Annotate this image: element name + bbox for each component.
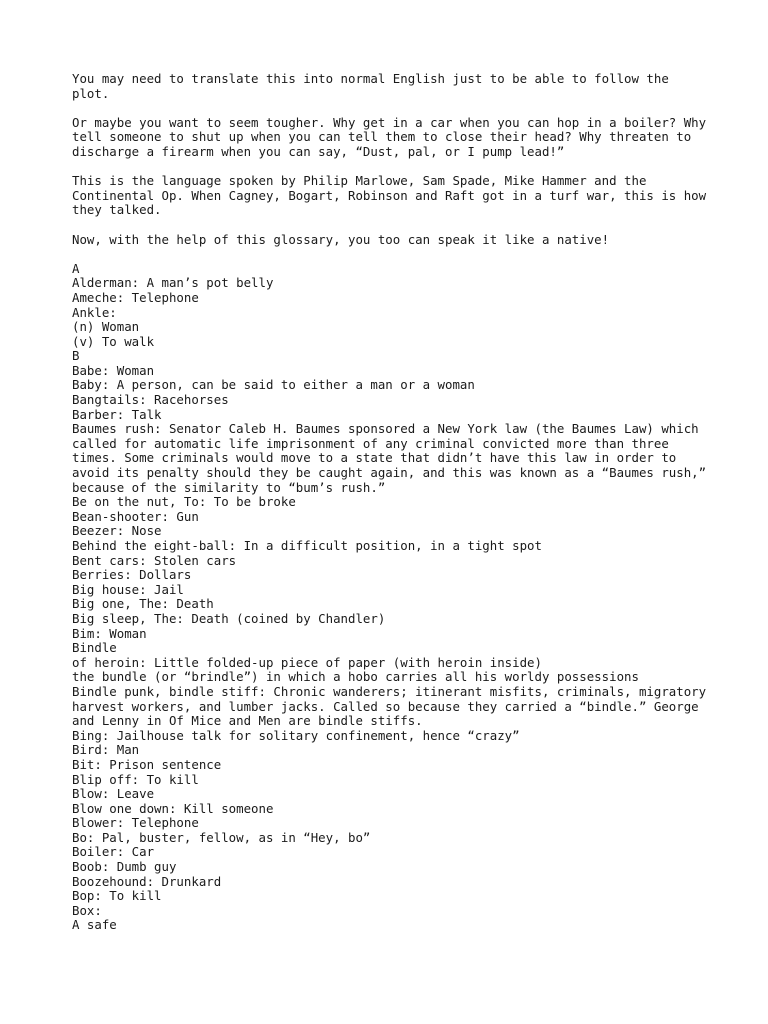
glossary-entry: Be on the nut, To: To be broke (72, 494, 296, 510)
glossary-entry: Alderman: A man’s pot belly (72, 275, 274, 291)
glossary-entry: Big house: Jail (72, 581, 184, 597)
glossary-entry: Boob: Dumb guy (72, 859, 177, 875)
intro-paragraph-1: You may need to translate this into normal English just to be able to follow the plot. (72, 71, 669, 101)
glossary-entry: Bing: Jailhouse talk for solitary confinement, hence “crazy” (72, 727, 520, 743)
glossary-entry: Box: (72, 902, 102, 918)
glossary-entry: Blower: Telephone (72, 815, 199, 831)
glossary-entry: Bangtails: Racehorses (72, 392, 229, 408)
glossary-entry: Bird: Man (72, 742, 140, 758)
document-page (72, 72, 712, 933)
glossary-entry: Bim: Woman (72, 625, 147, 641)
glossary-entry: Baumes rush: Senator Caleb H. Baumes sponsored a New York law (the Baumes Law) which called for automatic life imprisonment of any criminal convicted more than three times. Some criminals would move to a state that didn’t have this law in order to avoid its penalty should they be caught again, and this was known as a “Baumes rush,” because of the similarity to “bum’s rush.” (72, 421, 714, 495)
glossary-entry: Berries: Dollars (72, 567, 192, 583)
glossary-entry: Bent cars: Stolen cars (72, 552, 237, 568)
glossary-entry: (v) To walk (72, 333, 155, 349)
glossary-section-letter: A (72, 260, 80, 276)
intro-paragraph-4: Now, with the help of this glossary, you too can speak it like a native! (72, 231, 610, 247)
glossary-entry: Bindle punk, bindle stiff: Chronic wanderers; itinerant misfits, criminals, migratory harvest workers, and lumber jacks. Called so because they carried a “bindle.” George and Lenny in Of Mice and Men are bindle stiffs. (72, 683, 714, 729)
glossary-entry: Boiler: Car (72, 844, 155, 860)
glossary-entry: Bean-shooter: Gun (72, 508, 199, 524)
glossary-entry: Big one, The: Death (72, 596, 214, 612)
glossary-entry: Babe: Woman (72, 362, 155, 378)
glossary-entry: Bop: To kill (72, 888, 162, 904)
glossary-entry: Bo: Pal, buster, fellow, as in “Hey, bo” (72, 829, 371, 845)
glossary-entry: Big sleep, The: Death (coined by Chandler) (72, 610, 386, 626)
glossary-entry: Blow: Leave (72, 786, 155, 802)
glossary-entry: Blow one down: Kill someone (72, 800, 274, 816)
glossary-entry: Boozehound: Drunkard (72, 873, 222, 889)
intro-paragraph-3: This is the language spoken by Philip Marlowe, Sam Spade, Mike Hammer and the Continental Op. When Cagney, Bogart, Robinson and Raft got in a turf war, this is how they talked. (72, 173, 707, 218)
glossary-entry: Behind the eight-ball: In a difficult position, in a tight spot (72, 538, 542, 553)
glossary-entry: Ankle: (72, 304, 117, 320)
glossary-entry: Ameche: Telephone (72, 289, 199, 305)
glossary-entry: A safe (72, 917, 117, 933)
glossary-list (72, 262, 712, 933)
glossary-entry: Blip off: To kill (72, 771, 199, 787)
glossary-entry: Bit: Prison sentence (72, 756, 222, 772)
glossary-entry: Barber: Talk (72, 406, 162, 422)
glossary-section-letter: B (72, 348, 80, 364)
glossary-entry: (n) Woman (72, 319, 140, 335)
glossary-entry: Beezer: Nose (72, 523, 162, 539)
intro-paragraph-2: Or maybe you want to seem tougher. Why get in a car when you can hop in a boiler? Why tell someone to shut up when you can tell them to close their head? Why threaten to discharge a firearm when you can say, “Dust, pal, or I pump lead!” (72, 114, 707, 159)
glossary-entry: Bindle (72, 640, 117, 656)
glossary-entry: the bundle (or “brindle”) in which a hobo carries all his worldy possessions (72, 669, 639, 685)
glossary-entry: of heroin: Little folded-up piece of paper (with heroin inside) (72, 654, 542, 670)
glossary-entry: Baby: A person, can be said to either a man or a woman (72, 377, 475, 393)
